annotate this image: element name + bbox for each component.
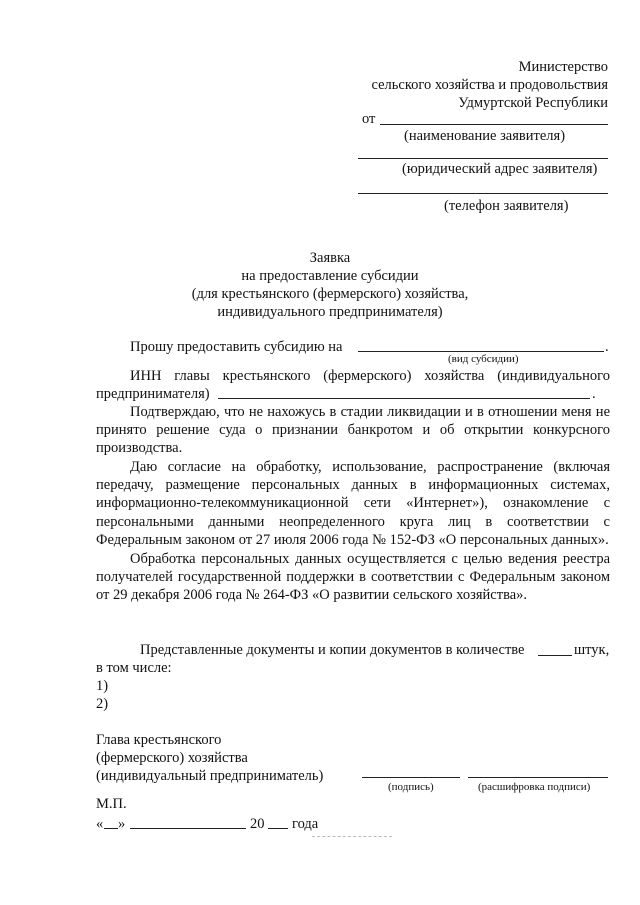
year-line xyxy=(268,828,288,829)
title-line-4: индивидуального предпринимателя) xyxy=(217,304,443,320)
inn-input-line xyxy=(218,398,590,399)
date-open-quote: « xyxy=(96,816,104,832)
legal-address-line xyxy=(358,158,608,159)
phone-line xyxy=(358,193,608,194)
head-line-1: Глава крестьянского xyxy=(96,732,222,748)
date-month-line xyxy=(130,828,246,829)
date-close-quote: » xyxy=(118,816,126,832)
doc-item-1: 1) xyxy=(96,678,109,694)
inn-line-1: ИНН главы крестьянского (фермерского) хозяйства (индивидуального xyxy=(130,368,610,384)
signature-caption: (подпись) xyxy=(388,781,434,793)
docs-text-a: Представленные документы и копии документов в количестве xyxy=(140,642,525,658)
confirm-paragraph xyxy=(96,403,610,458)
year-prefix: 20 xyxy=(250,816,265,832)
inn-line-2: предпринимателя) xyxy=(96,386,210,402)
seal-label: М.П. xyxy=(96,796,127,812)
consent-text: Даю согласие на обработку, использование, распространение (включая передачу, размещение персональных данных в информационных системах, информационно-телекоммуникационной сети «Интернет»), ознакомление с персональными данными неопределенного круга лиц в соответствии с Федеральным законом от 27 июля 2006 года № 152-ФЗ «О персональных данных». xyxy=(96,459,610,548)
head-line-2: (фермерского) хозяйства xyxy=(96,750,248,766)
confirm-text: Подтверждаю, что не нахожусь в стадии ликвидации и в отношении меня не принято решение суда о признании банкротом и об открытии конкурсного производства. xyxy=(96,404,610,457)
recipient-line-2: сельского хозяйства и продовольствия xyxy=(371,77,608,93)
docs-count-line xyxy=(538,655,572,656)
phone-caption: (телефон заявителя) xyxy=(444,198,569,214)
signature-line xyxy=(362,777,460,778)
scan-artifact xyxy=(312,836,392,837)
head-line-3: (индивидуальный предприниматель) xyxy=(96,768,324,784)
recipient-line-3: Удмуртской Республики xyxy=(458,95,608,111)
inn-end: . xyxy=(592,386,596,402)
request-end: . xyxy=(605,339,609,355)
decoding-line xyxy=(468,777,608,778)
processing-paragraph xyxy=(96,550,610,605)
title-line-2: на предоставление субсидии xyxy=(241,268,419,284)
title-line-3: (для крестьянского (фермерского) хозяйства, xyxy=(191,286,469,302)
docs-text-b: штук, xyxy=(574,642,610,658)
docs-text-c: в том числе: xyxy=(96,660,172,676)
recipient-line-1: Министерство xyxy=(518,59,608,75)
applicant-name-line xyxy=(380,124,608,125)
year-suffix: года xyxy=(292,816,319,832)
processing-text: Обработка персональных данных осуществляется с целью ведения реестра получателей государственной поддержки в соответствии с Федеральным законом от 29 декабря 2006 года № 264-ФЗ «О развитии сельского хозяйства». xyxy=(96,551,610,604)
from-label: от xyxy=(362,111,376,127)
legal-address-caption: (юридический адрес заявителя) xyxy=(402,161,598,177)
subsidy-type-caption: (вид субсидии) xyxy=(448,353,519,365)
title-line-1: Заявка xyxy=(309,250,351,266)
date-day-line xyxy=(104,828,118,829)
decoding-caption: (расшифровка подписи) xyxy=(478,781,591,793)
request-text: Прошу предоставить субсидию на xyxy=(130,339,343,355)
subsidy-type-line xyxy=(358,351,604,352)
doc-item-2: 2) xyxy=(96,696,109,712)
consent-paragraph xyxy=(96,458,610,549)
applicant-name-caption: (наименование заявителя) xyxy=(404,128,566,144)
